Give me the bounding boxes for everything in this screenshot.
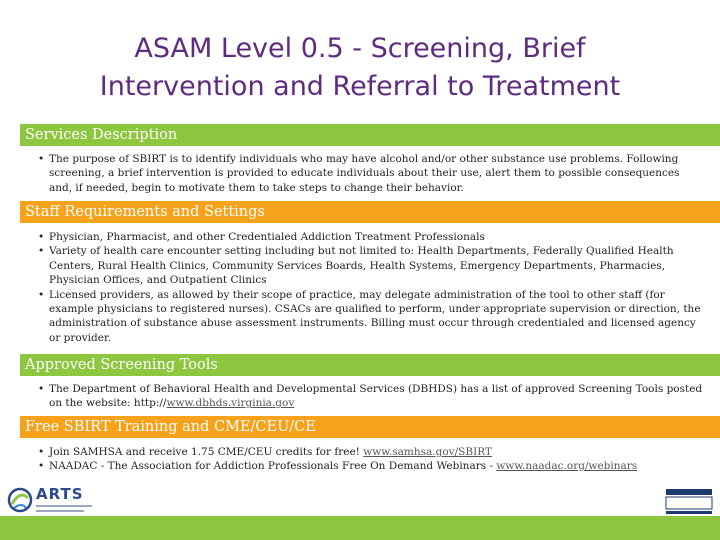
- tools-text: The Department of Behavioral Health and Developmental Services (DBHDS) has a list of approved Screening Tools posted on the website: http://: [49, 383, 703, 410]
- staff-list: [38, 230, 703, 345]
- samhsa-text: Join SAMHSA and receive 1.75 CME/CEU credits for free!: [49, 446, 364, 458]
- list-item: • Physician, Pharmacist, and other Credentialed Addiction Treatment Professionals: [38, 230, 703, 244]
- section-heading-staff: Staff Requirements and Settings: [20, 201, 720, 223]
- list-item: • Licensed providers, as allowed by their scope of practice, may delegate administration of the tool to other staff (for example physicians to registered nurses). CSACs are qualified to perform, under appropriate supervision or direction, the administration of substance abuse assessment instruments. Billing must occur through credentialed and licensed agency or provider.: [38, 288, 703, 346]
- section-heading-tools: Approved Screening Tools: [20, 354, 720, 376]
- list-item: [38, 382, 703, 411]
- samhsa-link[interactable]: www.samhsa.gov/SBIRT: [363, 446, 492, 458]
- page-title: [0, 30, 720, 106]
- dmas-logo-icon: [664, 487, 714, 517]
- section-heading-training: Free SBIRT Training and CME/CEU/CE: [20, 416, 720, 438]
- dmas-logo: [664, 487, 714, 517]
- arts-swirl-icon: [6, 484, 34, 516]
- arts-logo: [6, 484, 116, 520]
- services-list: [38, 152, 703, 195]
- list-item: • Variety of health care encounter setting including but not limited to: Health Departments, Federally Qualified Health Centers, Rural Health Clinics, Community Services Boards, Health Systems, Emergency Departments, Pharmacies, Physician Offices, and Outpatient Clinics: [38, 244, 703, 287]
- list-item: [38, 459, 703, 473]
- naadac-text: NAADAC - The Association for Addiction Professionals Free On Demand Webinars -: [49, 460, 497, 473]
- dbhds-link[interactable]: www.dbhds.virginia.gov: [166, 397, 295, 410]
- title-line-1: ASAM Level 0.5 - Screening, Brief: [134, 33, 586, 64]
- title-line-2: Intervention and Referral to Treatment: [99, 71, 621, 102]
- tools-list: [38, 382, 703, 411]
- list-item: • The purpose of SBIRT is to identify individuals who may have alcohol and/or other substance use problems. Following screening, a brief intervention is provided to educate individuals about their use, alert them to possible consequences and, if needed, begin to motivate them to take steps to change their behavior.: [38, 152, 703, 195]
- section-heading-services: Services Description: [20, 124, 720, 146]
- footer-bar: [0, 516, 720, 540]
- training-list: [38, 445, 703, 474]
- arts-tagline-icon: [36, 503, 96, 515]
- arts-logo-text: ARTS: [36, 485, 84, 503]
- list-item: [38, 445, 703, 459]
- naadac-link[interactable]: www.naadac.org/webinars: [496, 460, 638, 473]
